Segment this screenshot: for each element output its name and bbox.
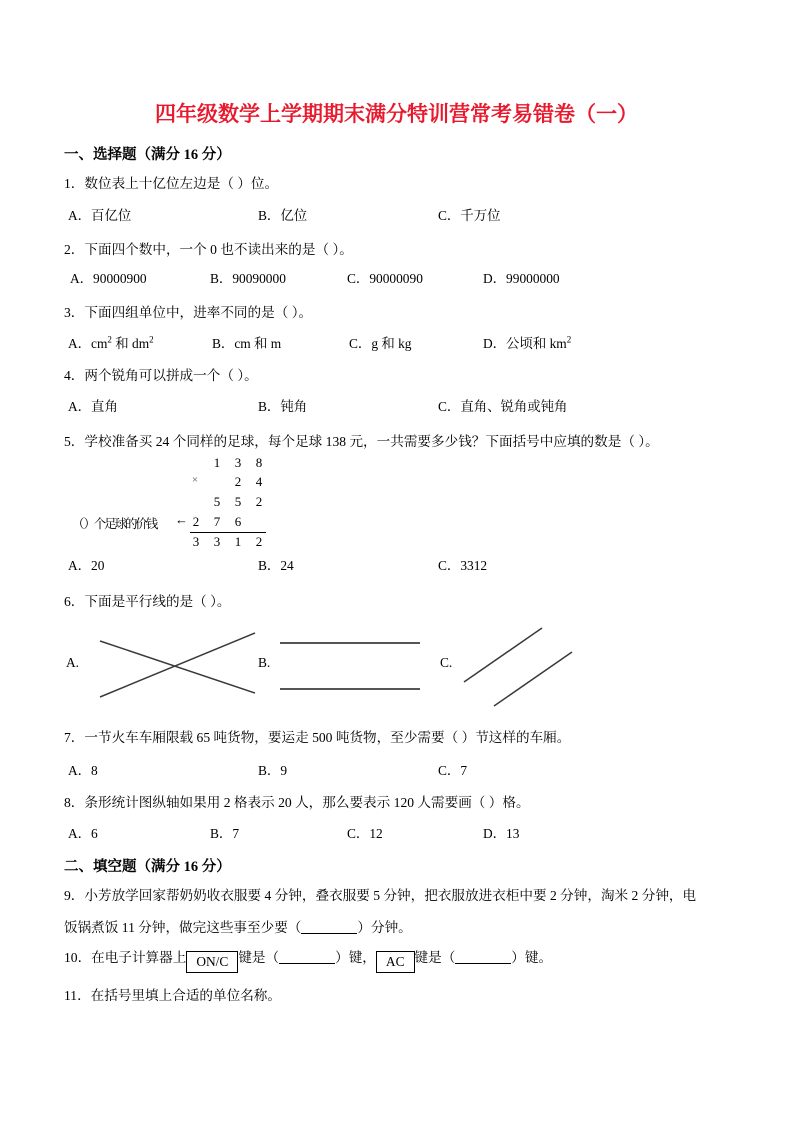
- vmul-partial2-d2: 7: [213, 514, 221, 529]
- q5-option-a[interactable]: A．20: [68, 558, 105, 573]
- q3-option-a[interactable]: [68, 333, 154, 352]
- q3-c-pre: C．g 和 kg: [349, 336, 412, 351]
- question-4-stem: 4．两个锐角可以拼成一个（ ）。: [64, 368, 258, 383]
- question-9-stem-line2: [64, 918, 412, 938]
- calculator-onc-key[interactable]: ON/C: [186, 951, 238, 973]
- vmul-result-d1: 3: [192, 534, 200, 549]
- q6-figure-c-parallel-diagonal-lines[interactable]: [460, 620, 610, 710]
- question-11-stem: 11．在括号里填上合适的单位名称。: [64, 988, 281, 1003]
- q3-option-d[interactable]: [483, 333, 571, 352]
- q2-option-c[interactable]: C．90000090: [347, 271, 423, 286]
- vmul-result-d4: 2: [255, 534, 263, 549]
- vmul-operator-icon: ×: [191, 474, 199, 486]
- page-title: 四年级数学上学期期末满分特训营常考易错卷（一）: [155, 102, 638, 126]
- q7-option-a[interactable]: A．8: [68, 763, 98, 778]
- q3-a-pre: A．cm: [68, 336, 108, 351]
- q9-line2-post: ）分钟。: [357, 920, 412, 935]
- q3-d-pre: D．公顷和 km: [483, 336, 567, 351]
- q5-arrow-icon: ←: [175, 512, 188, 527]
- q10-answer-blank-1[interactable]: [279, 963, 335, 964]
- question-1-options: [0, 205, 793, 225]
- q6-figure-b-parallel-horizontal-lines[interactable]: [278, 625, 423, 705]
- q6-figure-a-crossing-lines[interactable]: [95, 625, 260, 705]
- q8-option-a[interactable]: A．6: [68, 826, 98, 841]
- q10-seg3: ）键，: [335, 950, 376, 965]
- q5-annotation: （ ）个足球的价钱: [72, 517, 157, 531]
- question-9-stem-line1: 9．小芳放学回家帮奶奶收衣服要 4 分钟，叠衣服要 5 分钟，把衣服放进衣柜中要 2 分钟，淘米 2 分钟，电: [64, 888, 697, 903]
- question-3-stem: 3．下面四组单位中，进率不同的是（ ）。: [64, 305, 313, 320]
- q8-option-b[interactable]: B．7: [210, 826, 240, 841]
- q1-option-b[interactable]: B．亿位: [258, 208, 308, 223]
- q8-option-d[interactable]: D．13: [483, 826, 520, 841]
- vmul-result-d3: 1: [234, 534, 242, 549]
- q5-option-c[interactable]: C．3312: [438, 558, 488, 573]
- question-7-options: [0, 760, 793, 780]
- calculator-ac-key[interactable]: AC: [376, 951, 415, 973]
- question-1-stem: 1．数位表上十亿位左边是（ ）位。: [64, 176, 279, 191]
- question-8-options: [0, 823, 793, 843]
- vmul-partial2-d1: 2: [192, 514, 200, 529]
- q9-answer-blank[interactable]: [301, 933, 357, 934]
- question-7-stem: 7．一节火车车厢限载 65 吨货物，要运走 500 吨货物，至少需要（ ）节这样的车厢。: [64, 730, 571, 745]
- vmul-multiplicand-d2: 3: [234, 455, 242, 470]
- q10-seg1: 10．在电子计算器上: [64, 950, 187, 965]
- q3-b-pre: B．cm 和 m: [212, 336, 282, 351]
- q10-seg5: ）键。: [511, 950, 553, 965]
- vmul-multiplicand-d3: 8: [255, 455, 263, 470]
- q4-option-b[interactable]: B．钝角: [258, 399, 308, 414]
- q4-option-a[interactable]: A．直角: [68, 399, 118, 414]
- q7-option-c[interactable]: C．7: [438, 763, 468, 778]
- question-4-options: [0, 396, 793, 416]
- question-2-options: [0, 268, 793, 288]
- vmul-partial1-d3: 2: [255, 494, 263, 509]
- q6-figure-a-label: A.: [66, 655, 80, 670]
- vmul-multiplier-d1: 2: [234, 474, 242, 489]
- vmul-multiplier-d2: 4: [255, 474, 263, 489]
- q3-a-sup2: 2: [149, 334, 154, 345]
- section-heading-fill-blank: 二、填空题（满分 16 分）: [64, 859, 231, 875]
- q10-answer-blank-2[interactable]: [455, 963, 511, 964]
- question-10-stem: [64, 948, 552, 973]
- vertical-multiplication: [190, 452, 320, 552]
- question-5-options: [0, 555, 793, 575]
- vmul-partial1-d2: 5: [234, 494, 242, 509]
- q2-option-d[interactable]: D．99000000: [483, 271, 560, 286]
- question-8-stem: 8．条形统计图纵轴如果用 2 格表示 20 人，那么要表示 120 人需要画（ ）格。: [64, 795, 530, 810]
- q3-a-mid: 和 dm: [111, 336, 150, 351]
- q7-option-b[interactable]: B．9: [258, 763, 288, 778]
- question-5-stem: 5．学校准备买 24 个同样的足球，每个足球 138 元，一共需要多少钱？下面括号中应填的数是（ ）。: [64, 434, 659, 449]
- q4-option-c[interactable]: C．直角、锐角或钝角: [438, 399, 568, 414]
- q8-option-c[interactable]: C．12: [347, 826, 383, 841]
- q3-option-b[interactable]: [212, 333, 281, 352]
- q9-line2-pre: 饭锅煮饭 11 分钟，做完这些事至少要（: [64, 920, 302, 935]
- q5-option-b[interactable]: B．24: [258, 558, 294, 573]
- question-6-stem: 6．下面是平行线的是（ ）。: [64, 594, 231, 609]
- q2-option-a[interactable]: A．90000900: [70, 271, 147, 286]
- q2-option-b[interactable]: B．90090000: [210, 271, 286, 286]
- q6-figure-b-label: B.: [258, 655, 271, 670]
- question-2-stem: 2．下面四个数中，一个 0 也不读出来的是（ ）。: [64, 242, 353, 257]
- question-3-options: [0, 333, 793, 353]
- q3-option-c[interactable]: [349, 333, 412, 352]
- q10-seg2: 键是（: [238, 950, 280, 965]
- q10-seg4: 键是（: [414, 950, 456, 965]
- vmul-result-d2: 3: [213, 534, 221, 549]
- section-heading-choice: 一、选择题（满分 16 分）: [64, 147, 231, 163]
- q1-option-c[interactable]: C．千万位: [438, 208, 501, 223]
- vmul-partial1-d1: 5: [213, 494, 221, 509]
- q3-a-sup1: 2: [107, 334, 112, 345]
- q1-option-a[interactable]: A．百亿位: [68, 208, 132, 223]
- vmul-multiplicand-d1: 1: [213, 455, 221, 470]
- q6-figure-c-label: C.: [440, 655, 453, 670]
- q3-d-sup1: 2: [566, 334, 572, 345]
- vmul-partial2-d3: 6: [234, 514, 242, 529]
